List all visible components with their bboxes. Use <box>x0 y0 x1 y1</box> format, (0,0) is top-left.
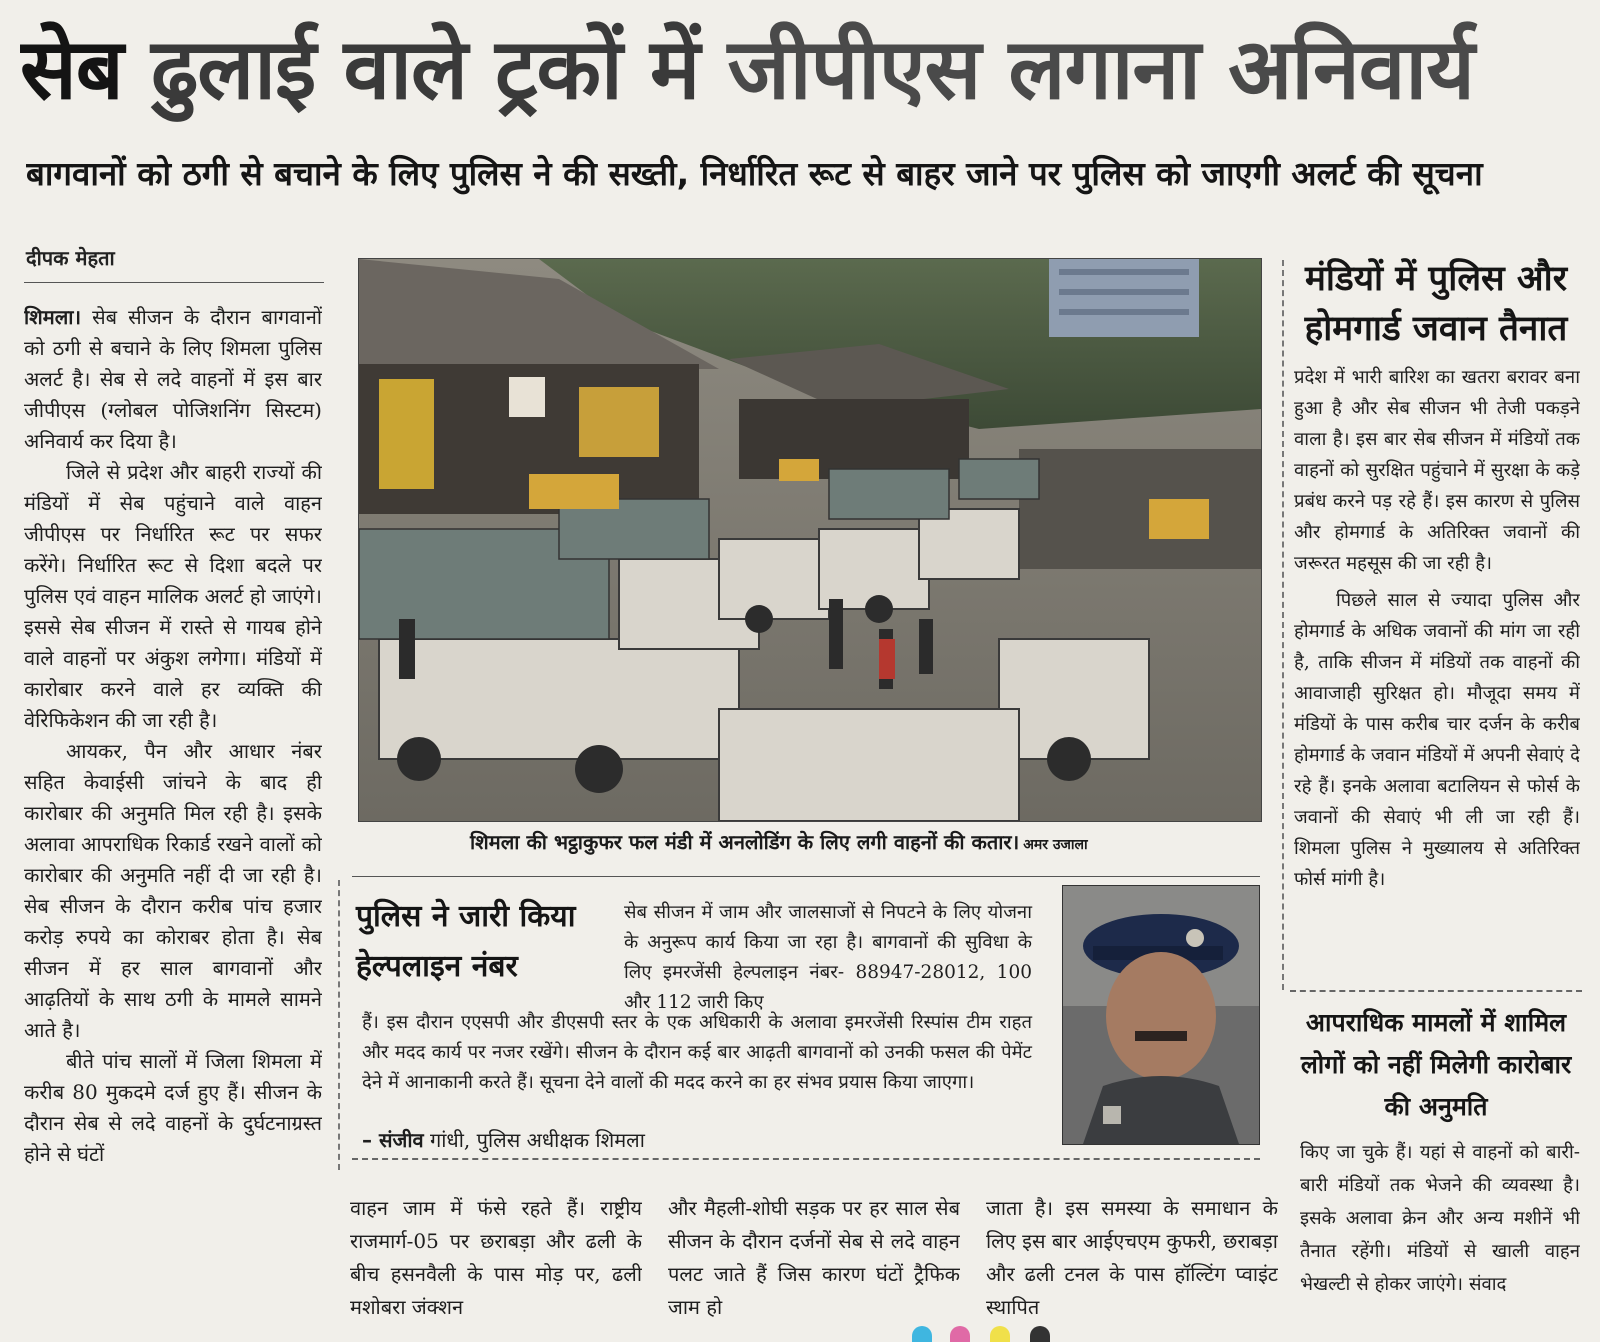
photo-caption <box>470 828 1088 855</box>
market-trucks-photo <box>358 258 1262 822</box>
bottom-column-1: वाहन जाम में फंसे रहते हैं। राष्ट्रीय राजमार्ग-05 पर छराबड़ा और ढली के बीच हसनवैली के पास मोड़ पर, ढली मशोबरा जंक्शन <box>350 1196 642 1319</box>
sidebar-para-3 <box>1300 1136 1580 1301</box>
sidebar-body-2 <box>1300 1136 1580 1336</box>
sidebar-para-3-text: किए जा चुके हैं। यहां से वाहनों को बारी-बारी मंडियों तक भेजने की व्यवस्था है। इसके अलावा क्रेन और अन्य मशीनें भी तैनात रहेंगी। मंडियों से खाली वाहन भेखल्टी से होकर जाएंगे। <box>1300 1142 1580 1295</box>
sidebar-body <box>1294 362 1580 972</box>
print-mark-cyan <box>912 1326 932 1342</box>
subheadline: बागवानों को ठगी से बचाने के लिए पुलिस ने की सख्ती, निर्धारित रूट से बाहर जाने पर पुलिस को जाएगी अलर्ट की सूचना <box>26 154 1483 193</box>
sidebar-title-2: आपराधिक मामलों में शामिल लोगों को नहीं मिलेगी कारोबार की अनुमति <box>1300 1008 1572 1121</box>
left-para-2: जिले से प्रदेश और बाहरी राज्यों की मंडियों में सेब पहुंचाने वाले वाहन जीपीएस पर निर्धारित रूट पर सफर करेंगे। निर्धारित रूट से दिशा बदले पर पुलिस एवं वाहन मालिक अलर्ट हो जाएंगे। इससे सेब सीजन में रास्ते से गायब होने वाले वाहनों पर अंकुश लगेगा। मंडियों में कारोबार करने वाले हर व्यक्ति की वेरिफिकेशन की जा रही है। <box>24 460 322 732</box>
left-para-1 <box>24 302 322 457</box>
helpline-quote-top <box>624 898 1032 1018</box>
sidebar-mid-rule <box>1290 990 1582 992</box>
quote-attribution <box>362 1126 645 1153</box>
officer-portrait <box>1062 885 1260 1145</box>
left-para-1-text: सेब सीजन के दौरान बागवानों को ठगी से बचाने के लिए शिमला पुलिस अलर्ट है। सेब से लदे वाहनों में इस बार जीपीएस (ग्लोबल पोजिशनिंग सिस्टम) अनिवार्य कर दिया है। <box>24 305 322 453</box>
sidebar-title: मंडियों में पुलिस और होमगार्ड जवान तैनात <box>1304 259 1568 349</box>
caption-rule <box>352 876 1260 877</box>
helpline-box-title: पुलिस ने जारी किया हेल्पलाइन नंबर <box>356 899 576 984</box>
left-para-3: आयकर, पैन और आधार नंबर सहित केवाईसी जांचने के बाद ही कारोबार की अनुमति मिल रही है। इसके अलावा आपराधिक रिकार्ड रखने वालों को कारोबार की अनुमति नहीं दी जा रही है। सेब सीजन के दौरान करीब पांच हजार करोड़ रुपये का कोराबर होता है। सेब सीजन में हर साल बागवानों और आढ़तियों के साथ ठगी के मामले सामने आते है। <box>24 739 322 1042</box>
byline-rule <box>24 282 324 283</box>
sidebar-divider <box>1282 260 1284 990</box>
sidebar-para-2: पिछले साल से ज्यादा पुलिस और होमगार्ड के अधिक जवानों की मांग जा रही है, ताकि सीजन में मंडियों तक वाहनों की आवाजाही सुरिक्षत हो। मौजूदा समय में मंडियों के पास करीब चार दर्जन के करीब होमगार्ड के जवान मंडियों में अपनी सेवाएं दे रहे हैं। इनके अलावा बटालियन से फोर्स के जवानों की सेवाएं भी ली जा रही हैं। शिमला पुलिस ने मुख्यालय से अतिरिक्त फोर्स मांगी है। <box>1294 590 1580 890</box>
bottom-column-3: जाता है। इस समस्या के समाधान के लिए इस बार आईएचएम कुफरी, छराबड़ा और ढली टनल के पास हॉल्टिंग प्वाइंट स्थापित <box>986 1196 1278 1319</box>
dateline: शिमला। <box>24 305 82 329</box>
market-trucks-illustration <box>359 259 1261 821</box>
photo-caption-text: शिमला की भट्ठाकुफर फल मंडी में अनलोडिंग के लिए लगी वाहनों की कतार। <box>470 830 1020 854</box>
officer-portrait-illustration <box>1063 886 1259 1144</box>
photo-credit: अमर उजाला <box>1023 837 1088 853</box>
print-mark-yellow <box>990 1326 1010 1342</box>
headline <box>20 14 1580 124</box>
bottom-column-2: और मैहली-शोघी सड़क पर हर साल सेब सीजन के दौरान दर्जनों सेब से लदे वाहन पलट जाते हैं जिस कारण घंटों ट्रैफिक जाम हो <box>668 1196 960 1319</box>
attribution-title: गांधी, पुलिस अधीक्षक शिमला <box>429 1128 645 1152</box>
print-mark-magenta <box>950 1326 970 1342</box>
headline-part-3: जीपीएस लगाना अनिवार्य <box>727 20 1474 118</box>
byline: दीपक मेहता <box>26 246 115 270</box>
helpline-box-bottom-rule <box>352 1158 1260 1160</box>
helpline-quote-bottom-text: हैं। इस दौरान एएसपी और डीएसपी स्तर के एक अधिकारी के अलावा इमरजेंसी रिस्पांस टीम राहत और मदद कार्य पर नजर रखेंगे। सीजन के दौरान कई बार आढ़ती बागवानों को उनकी फसल की पेमेंट देने में आनाकानी करते हैं। सूचना देने वालों की मदद करने का हर संभव प्रयास किया जाएगा। <box>362 1012 1032 1093</box>
headline-part-2: ढुलाई वाले ट्रकों में <box>151 20 700 118</box>
left-column <box>24 302 322 1342</box>
left-para-4: बीते पांच सालों में जिला शिमला में करीब 80 मुकदमे दर्ज हुए हैं। सीजन के दौरान सेब से लदे वाहनों के दुर्घटनाग्रस्त होने से घंटों <box>24 1049 322 1166</box>
attribution-name: – संजीव <box>362 1128 424 1152</box>
headline-part-1: सेब <box>20 20 123 118</box>
helpline-quote-bottom <box>362 1008 1032 1098</box>
sidebar-para-1: प्रदेश में भारी बारिश का खतरा बरावर बना हुआ है और सेब सीजन भी तेजी पकड़ने वाला है। इस बार सेब सीजन में मंडियों तक वाहनों को सुरक्षित पहुंचाने में सुरक्षा के कड़े प्रबंध करने पड़ रहे हैं। इस कारण से पुलिस और होमगार्ड के अतिरिक्त जवानों की जरूरत महसूस की जा रही है। <box>1294 367 1580 574</box>
left-column-divider <box>338 880 340 1170</box>
sidebar-tag: संवाद <box>1468 1274 1507 1295</box>
print-mark-black <box>1030 1326 1050 1342</box>
helpline-quote-top-text: सेब सीजन में जाम और जालसाजों से निपटने के लिए योजना के अनुरूप कार्य किया जा रहा है। बागवानों की सुविधा के लिए इमरजेंसी हेल्पलाइन नंबर- 88947-28012, 100 और 112 जारी किए <box>624 902 1032 1013</box>
